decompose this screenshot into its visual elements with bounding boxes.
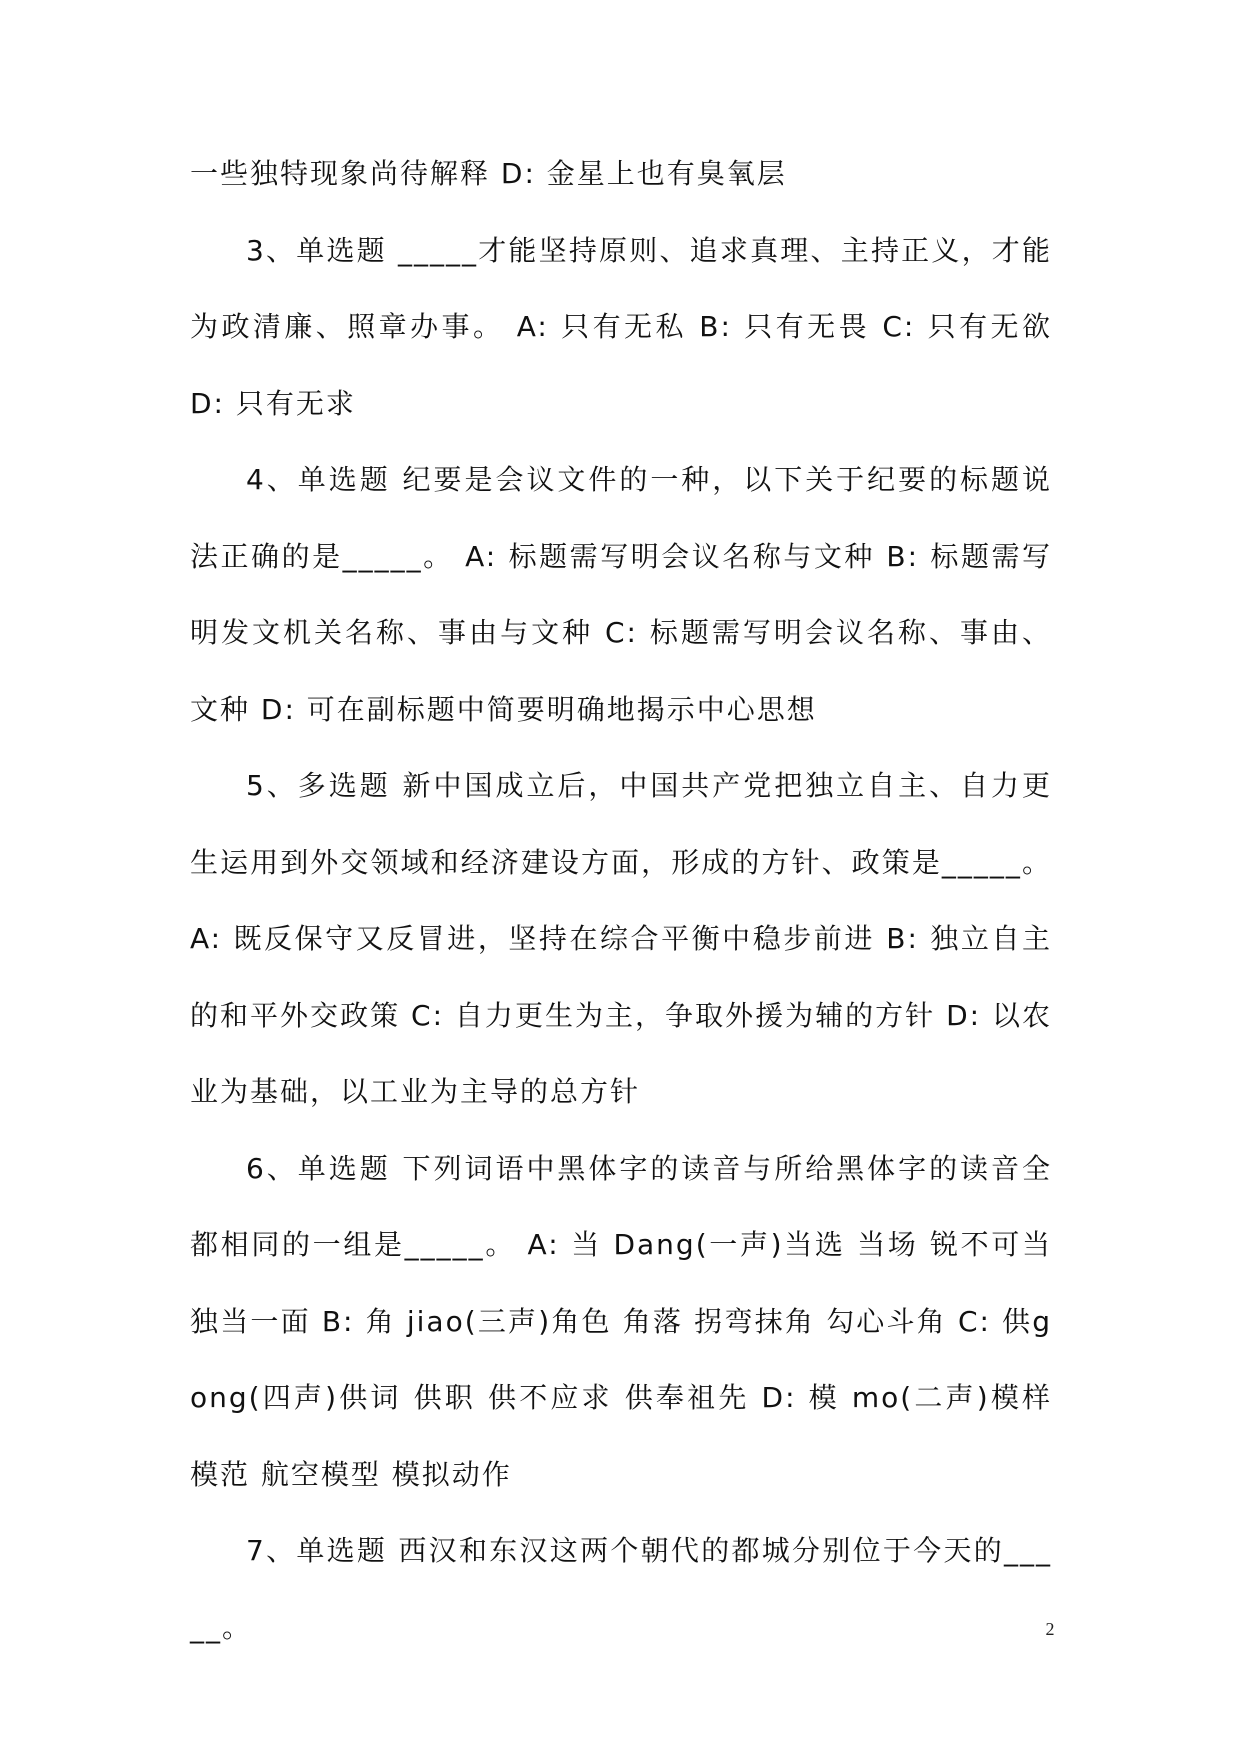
question-7: 7、单选题 西汉和东汉这两个朝代的都城分别位于今天的_____。	[190, 1534, 1052, 1644]
question-5: 5、多选题 新中国成立后，中国共产党把独立自主、自力更生运用到外交领域和经济建设方面，形成的方针、政策是_____。 A: 既反保守又反冒进，坚持在综合平衡中稳步前进 B: 独立自主的和平外交政策 C: 自力更生为主，争取外援为辅的方针 D: 以农业为基础，以工业为主导的总方针	[190, 769, 1052, 1108]
question-3: 3、单选题 _____才能坚持原则、追求真理、主持正义，才能为政清廉、照章办事。 A: 只有无私 B: 只有无畏 C: 只有无欲 D: 只有无求	[190, 233, 1052, 420]
page-number: 2	[1045, 1619, 1055, 1639]
paragraph-continuation: 一些独特现象尚待解释 D: 金星上也有臭氧层	[190, 157, 787, 190]
question-6: 6、单选题 下列词语中黑体字的读音与所给黑体字的读音全都相同的一组是_____。 A: 当 Dang(一声)当选 当场 锐不可当 独当一面 B: 角 jiao(三声)角色 角落 拐弯抹角 勾心斗角 C: 供gong(四声)供词 供职 供不应求 供奉祖先 D: 模 mo(二声)模样 模范 航空模型 模拟动作	[190, 1151, 1052, 1491]
question-4: 4、单选题 纪要是会议文件的一种，以下关于纪要的标题说法正确的是_____。 A: 标题需写明会议名称与文种 B: 标题需写明发文机关名称、事由与文种 C: 标题需写明会议名称、事由、文种 D: 可在副标题中简要明确地揭示中心思想	[190, 463, 1052, 726]
page-content	[190, 136, 1052, 1666]
